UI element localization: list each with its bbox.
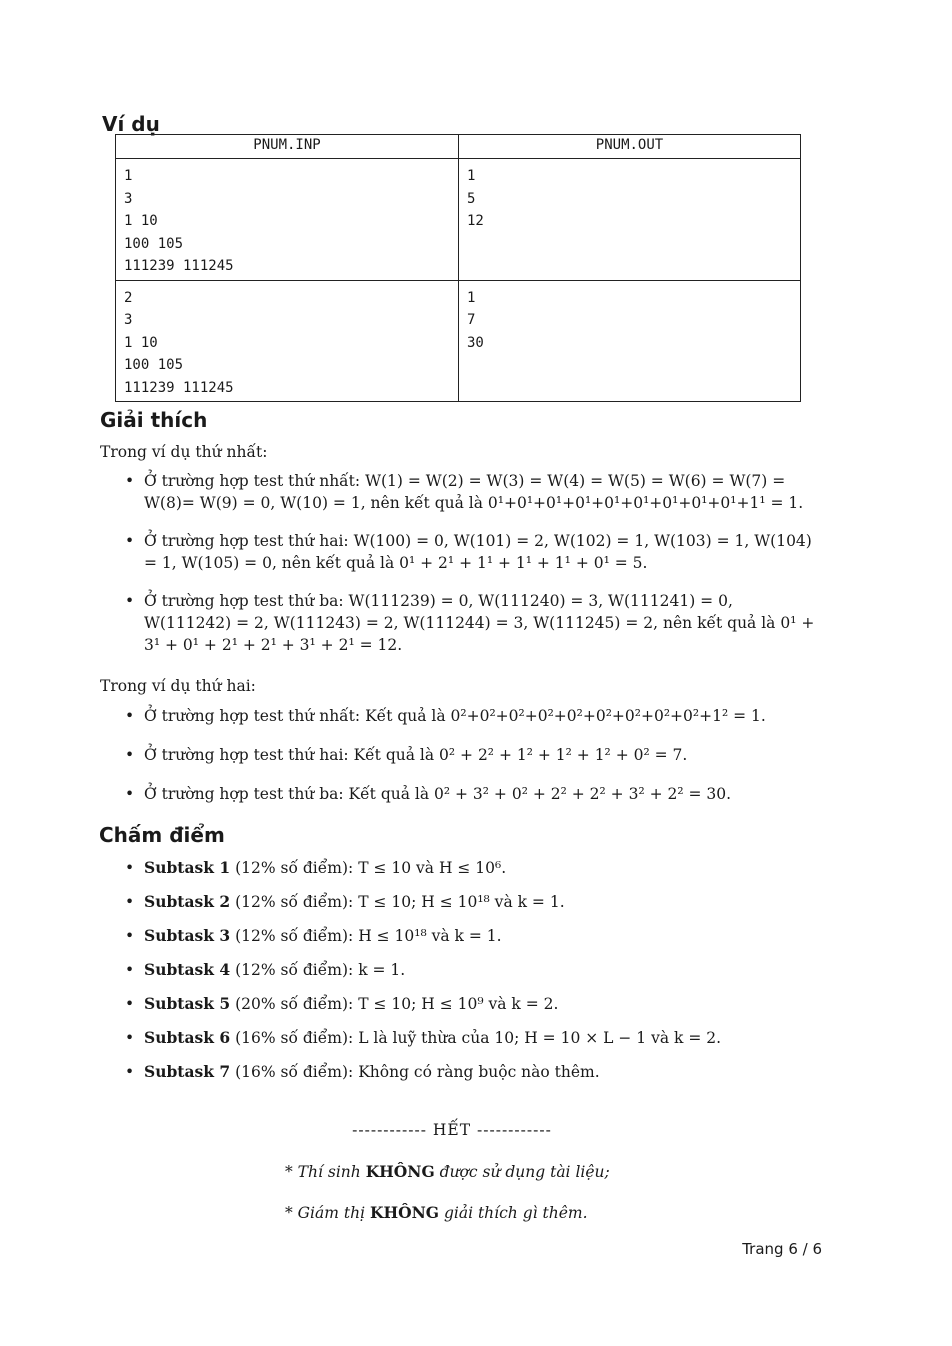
example2-explanation-list — [125, 705, 817, 822]
input-cell — [116, 159, 459, 281]
subtask-detail: (16% số điểm): L là luỹ thừa của 10; H = 10 × L − 1 và k = 2. — [235, 1029, 722, 1047]
case-text: W(1) = W(2) = W(3) = W(4) = W(5) = W(6) = W(7) = W(8)= W(9) = 0, W(10) = 1, nên kết quả là 0¹+0¹+0¹+0¹+0¹+0¹+0¹+0¹+0¹+1¹ = 1. — [144, 472, 804, 512]
input-cell — [116, 280, 459, 402]
output-line: 7 — [467, 312, 476, 328]
subtask-detail: (16% số điểm): Không có ràng buộc nào thêm. — [235, 1063, 600, 1081]
case-label: Ở trường hợp test thứ ba: — [144, 592, 344, 610]
subtask-name: Subtask 5 — [144, 994, 231, 1013]
list-item — [125, 744, 817, 766]
input-line: 2 — [124, 289, 133, 306]
example-table — [115, 134, 801, 402]
case-label: Ở trường hợp test thứ ba: — [144, 785, 344, 803]
input-line: 3 — [124, 190, 133, 207]
example-heading: Ví dụ — [102, 112, 160, 136]
case-text: Kết quả là 0²+0²+0²+0²+0²+0²+0²+0²+0²+1² = 1. — [365, 707, 766, 725]
example1-intro: Trong ví dụ thứ nhất: — [100, 443, 268, 461]
subtask-item — [125, 891, 817, 913]
case-label: Ở trường hợp test thứ nhất: — [144, 472, 361, 490]
input-file-header: PNUM.INP — [116, 135, 459, 159]
note-no-explanation — [285, 1203, 588, 1222]
input-line: 3 — [124, 312, 133, 328]
input-line: 100 105 — [124, 235, 184, 252]
subtask-name: Subtask 1 — [144, 858, 231, 877]
case-text: W(100) = 0, W(101) = 2, W(102) = 1, W(103) = 1, W(104) = 1, W(105) = 0, nên kết quả là 0¹ + 2¹ + 1¹ + 1¹ + 1¹ + 0¹ = 5. — [144, 532, 812, 572]
input-line: 111239 111245 — [124, 258, 234, 274]
input-line: 111239 111245 — [124, 379, 234, 396]
example2-intro: Trong ví dụ thứ hai: — [100, 677, 256, 695]
note-text: giải thích gì thêm. — [439, 1204, 588, 1222]
output-file-header: PNUM.OUT — [459, 135, 801, 159]
list-item — [125, 705, 817, 727]
subtask-name: Subtask 7 — [144, 1062, 231, 1081]
note-emphasis: KHÔNG — [365, 1162, 435, 1181]
list-item — [125, 530, 817, 574]
output-line: 12 — [467, 213, 484, 229]
case-label: Ở trường hợp test thứ nhất: — [144, 707, 361, 725]
list-item — [125, 470, 817, 514]
input-line: 1 10 — [124, 213, 158, 229]
input-line: 100 105 — [124, 357, 184, 373]
subtask-detail: (12% số điểm): H ≤ 10¹⁸ và k = 1. — [235, 927, 502, 945]
scoring-heading: Chấm điểm — [99, 823, 225, 847]
subtask-item — [125, 925, 817, 947]
subtask-detail: (12% số điểm): T ≤ 10; H ≤ 10¹⁸ và k = 1. — [235, 893, 565, 911]
note-text: được sử dụng tài liệu; — [434, 1163, 610, 1181]
case-label: Ở trường hợp test thứ hai: — [144, 532, 349, 550]
output-line: 5 — [467, 190, 476, 207]
table-row — [116, 280, 801, 402]
output-cell — [459, 280, 801, 402]
subtask-item — [125, 1027, 817, 1049]
subtask-name: Subtask 3 — [144, 926, 231, 945]
example1-explanation-list — [125, 470, 817, 672]
note-no-documents — [285, 1162, 610, 1181]
case-text: W(111239) = 0, W(111240) = 3, W(111241) = 0, W(111242) = 2, W(111243) = 2, W(111244) = 3, W(111245) = 2, nên kết quả là 0¹ + 3¹ + 0¹ + 2¹ + 2¹ + 3¹ + 2¹ = 12. — [144, 592, 815, 654]
case-text: Kết quả là 0² + 2² + 1² + 1² + 1² + 0² = 7. — [353, 746, 688, 764]
case-text: Kết quả là 0² + 3² + 0² + 2² + 2² + 3² + 2² = 30. — [348, 785, 732, 803]
case-label: Ở trường hợp test thứ hai: — [144, 746, 349, 764]
subtask-item — [125, 857, 817, 879]
output-line: 30 — [467, 334, 484, 351]
subtask-list — [125, 857, 817, 1095]
subtask-name: Subtask 4 — [144, 960, 231, 979]
list-item — [125, 590, 817, 656]
input-line: 1 10 — [124, 334, 158, 351]
output-line: 1 — [467, 168, 476, 184]
subtask-name: Subtask 2 — [144, 892, 231, 911]
input-line: 1 — [124, 168, 133, 184]
note-emphasis: KHÔNG — [369, 1203, 440, 1222]
subtask-item — [125, 1061, 817, 1083]
output-line: 1 — [467, 289, 476, 306]
note-text: * Giám thị — [285, 1204, 370, 1222]
end-marker: ------------ HẾT ------------ — [352, 1121, 552, 1139]
subtask-item — [125, 993, 817, 1015]
output-cell — [459, 159, 801, 281]
table-row — [116, 159, 801, 281]
page-number: Trang 6 / 6 — [742, 1240, 822, 1258]
subtask-detail: (12% số điểm): T ≤ 10 và H ≤ 10⁶. — [235, 859, 507, 877]
subtask-detail: (12% số điểm): k = 1. — [235, 961, 406, 979]
explanation-heading: Giải thích — [100, 408, 208, 432]
note-text: * Thí sinh — [285, 1163, 366, 1181]
subtask-name: Subtask 6 — [144, 1028, 231, 1047]
subtask-item — [125, 959, 817, 981]
subtask-detail: (20% số điểm): T ≤ 10; H ≤ 10⁹ và k = 2. — [235, 995, 559, 1013]
list-item — [125, 783, 817, 805]
